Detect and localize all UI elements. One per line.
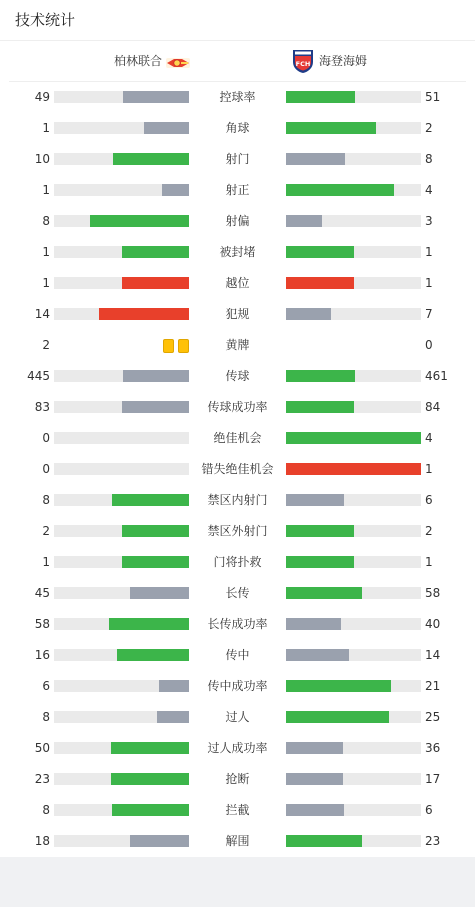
home-bar-fill xyxy=(99,308,189,320)
away-bar-fill xyxy=(286,649,349,661)
home-value: 14 xyxy=(34,307,50,321)
away-bar-fill xyxy=(286,91,355,103)
home-bar-fill xyxy=(113,153,189,165)
home-bar-fill xyxy=(109,618,189,630)
stat-row xyxy=(0,330,475,361)
away-bar-fill xyxy=(286,370,355,382)
stat-row xyxy=(0,671,475,702)
yellow-cards xyxy=(163,339,193,353)
home-bar-track xyxy=(54,153,189,165)
away-bar-fill xyxy=(286,215,322,227)
stat-row xyxy=(0,113,475,144)
stat-row xyxy=(0,392,475,423)
home-bar-fill xyxy=(112,494,189,506)
home-value: 445 xyxy=(27,369,50,383)
home-bar-track xyxy=(54,835,189,847)
away-bar-fill xyxy=(286,618,341,630)
away-bar-track xyxy=(286,618,421,630)
home-bar-fill xyxy=(159,680,189,692)
away-value: 7 xyxy=(425,307,433,321)
away-value: 58 xyxy=(425,586,441,600)
stat-label: 禁区外射门 xyxy=(207,524,268,538)
home-bar-fill xyxy=(111,742,189,754)
away-bar-track xyxy=(286,432,421,444)
stat-label: 过人成功率 xyxy=(207,741,268,755)
away-bar-track xyxy=(286,804,421,816)
page-title: 技术统计 xyxy=(15,11,76,29)
away-bar-fill xyxy=(286,804,344,816)
home-bar-track xyxy=(54,401,189,413)
home-value: 10 xyxy=(34,152,50,166)
away-bar-fill xyxy=(286,432,421,444)
away-bar-fill xyxy=(286,556,354,568)
stat-label: 犯规 xyxy=(225,307,250,321)
stat-label: 射偏 xyxy=(225,214,250,228)
stat-label: 门将扑救 xyxy=(213,555,262,569)
stat-label: 被封堵 xyxy=(219,245,256,259)
stat-row xyxy=(0,733,475,764)
away-value: 23 xyxy=(425,834,441,848)
home-bar-fill xyxy=(111,773,189,785)
away-bar-fill xyxy=(286,184,394,196)
away-bar-fill xyxy=(286,525,354,537)
away-bar-fill xyxy=(286,835,362,847)
home-bar-track xyxy=(54,246,189,258)
stat-row xyxy=(0,826,475,857)
away-bar-fill xyxy=(286,401,354,413)
stat-label: 越位 xyxy=(225,276,250,290)
away-value: 36 xyxy=(425,741,441,755)
away-bar-fill xyxy=(286,773,343,785)
away-bar-track xyxy=(286,587,421,599)
stat-label: 控球率 xyxy=(219,90,256,104)
stat-label: 传中 xyxy=(225,648,250,662)
away-bar-track xyxy=(286,680,421,692)
away-bar-track xyxy=(286,711,421,723)
home-bar-track xyxy=(54,773,189,785)
away-bar-fill xyxy=(286,308,331,320)
away-bar-track xyxy=(286,525,421,537)
home-bar-fill xyxy=(157,711,189,723)
away-bar-track xyxy=(286,277,421,289)
stat-label: 黄牌 xyxy=(225,338,250,352)
stat-row xyxy=(0,206,475,237)
away-bar-track xyxy=(286,91,421,103)
away-bar-fill xyxy=(286,711,389,723)
stat-label: 绝佳机会 xyxy=(213,431,262,445)
away-bar-track xyxy=(286,773,421,785)
home-bar-fill xyxy=(122,525,190,537)
stat-row xyxy=(0,175,475,206)
home-bar-fill xyxy=(144,122,189,134)
away-bar-track xyxy=(286,122,421,134)
away-bar-fill xyxy=(286,246,354,258)
stat-label: 拦截 xyxy=(225,803,250,817)
home-bar-track xyxy=(54,525,189,537)
home-bar-fill xyxy=(117,649,189,661)
away-value: 51 xyxy=(425,90,441,104)
home-bar-fill xyxy=(123,91,189,103)
away-bar-track xyxy=(286,463,421,475)
home-bar-track xyxy=(54,742,189,754)
stat-row xyxy=(0,237,475,268)
home-value: 45 xyxy=(34,586,50,600)
home-bar-fill xyxy=(112,804,189,816)
away-value: 4 xyxy=(425,183,433,197)
away-bar-fill xyxy=(286,122,376,134)
stat-row xyxy=(0,640,475,671)
home-bar-track xyxy=(54,649,189,661)
stat-label: 射门 xyxy=(225,152,250,166)
home-bar-fill xyxy=(122,556,190,568)
home-value: 0 xyxy=(42,431,50,445)
stat-row xyxy=(0,764,475,795)
home-bar-track xyxy=(54,370,189,382)
home-bar-track xyxy=(54,463,189,475)
stat-label: 长传成功率 xyxy=(207,617,268,631)
away-bar-track xyxy=(286,649,421,661)
home-value: 50 xyxy=(34,741,50,755)
home-bar-track xyxy=(54,91,189,103)
home-bar-fill xyxy=(122,246,190,258)
home-bar-track xyxy=(54,122,189,134)
home-value: 1 xyxy=(42,121,50,135)
away-value: 17 xyxy=(425,772,441,786)
away-team-name: 海登海姆 xyxy=(319,54,368,68)
away-bar-track xyxy=(286,184,421,196)
home-value: 18 xyxy=(34,834,50,848)
home-value: 1 xyxy=(42,245,50,259)
home-value: 16 xyxy=(34,648,50,662)
away-team-logo-icon xyxy=(292,48,314,74)
home-bar-track xyxy=(54,711,189,723)
away-bar-fill xyxy=(286,742,343,754)
home-bar-fill xyxy=(122,401,190,413)
away-value: 2 xyxy=(425,524,433,538)
home-value: 8 xyxy=(42,214,50,228)
home-bar-track xyxy=(54,308,189,320)
home-value: 1 xyxy=(42,183,50,197)
stat-row xyxy=(0,299,475,330)
away-value: 0 xyxy=(425,338,433,352)
away-bar-track xyxy=(286,835,421,847)
stat-label: 长传 xyxy=(225,586,250,600)
stat-label: 传球成功率 xyxy=(207,400,268,414)
home-value: 2 xyxy=(42,338,50,352)
away-bar-fill xyxy=(286,277,354,289)
home-bar-track xyxy=(54,277,189,289)
stat-row xyxy=(0,361,475,392)
away-bar-track xyxy=(286,215,421,227)
home-bar-fill xyxy=(130,835,189,847)
away-value: 6 xyxy=(425,803,433,817)
away-bar-track xyxy=(286,401,421,413)
stat-row xyxy=(0,516,475,547)
away-value: 8 xyxy=(425,152,433,166)
away-value: 1 xyxy=(425,276,433,290)
away-bar-track xyxy=(286,742,421,754)
away-value: 21 xyxy=(425,679,441,693)
stat-label: 过人 xyxy=(225,710,250,724)
home-value: 49 xyxy=(34,90,50,104)
home-bar-track xyxy=(54,618,189,630)
away-value: 1 xyxy=(425,462,433,476)
home-bar-track xyxy=(54,494,189,506)
yellow-card-icon xyxy=(163,339,174,353)
home-value: 6 xyxy=(42,679,50,693)
stat-label: 射正 xyxy=(225,183,250,197)
away-bar-track xyxy=(286,308,421,320)
home-value: 23 xyxy=(34,772,50,786)
stat-label: 错失绝佳机会 xyxy=(201,462,274,476)
away-value: 14 xyxy=(425,648,441,662)
stat-row xyxy=(0,423,475,454)
stat-row xyxy=(0,144,475,175)
home-value: 8 xyxy=(42,710,50,724)
home-bar-fill xyxy=(162,184,189,196)
home-value: 8 xyxy=(42,493,50,507)
away-value: 1 xyxy=(425,555,433,569)
away-value: 25 xyxy=(425,710,441,724)
yellow-card-icon xyxy=(178,339,189,353)
stat-row xyxy=(0,454,475,485)
home-value: 58 xyxy=(34,617,50,631)
home-value: 8 xyxy=(42,803,50,817)
stat-row xyxy=(0,485,475,516)
home-value: 83 xyxy=(34,400,50,414)
away-value: 461 xyxy=(425,369,448,383)
svg-text:FCH: FCH xyxy=(295,60,311,68)
stat-row xyxy=(0,795,475,826)
stat-label: 解围 xyxy=(225,834,250,848)
stat-label: 传中成功率 xyxy=(207,679,268,693)
away-bar-track xyxy=(286,153,421,165)
stat-row xyxy=(0,578,475,609)
stat-label: 抢断 xyxy=(225,772,250,786)
away-value: 1 xyxy=(425,245,433,259)
away-value: 4 xyxy=(425,431,433,445)
home-value: 2 xyxy=(42,524,50,538)
home-bar-fill xyxy=(130,587,189,599)
away-bar-track xyxy=(286,246,421,258)
home-bar-track xyxy=(54,680,189,692)
away-bar-fill xyxy=(286,153,345,165)
home-bar-track xyxy=(54,432,189,444)
home-bar-fill xyxy=(90,215,189,227)
away-bar-track xyxy=(286,370,421,382)
stat-label: 禁区内射门 xyxy=(207,493,268,507)
home-team-name: 柏林联合 xyxy=(114,54,163,68)
stat-row xyxy=(0,268,475,299)
home-value: 1 xyxy=(42,555,50,569)
stat-label: 角球 xyxy=(225,121,250,135)
stat-row xyxy=(0,702,475,733)
home-team-logo-icon xyxy=(166,54,190,66)
away-bar-fill xyxy=(286,463,421,475)
away-bar-fill xyxy=(286,680,391,692)
home-bar-track xyxy=(54,804,189,816)
team-header xyxy=(0,41,475,81)
stat-row xyxy=(0,609,475,640)
stat-row xyxy=(0,82,475,113)
stat-row xyxy=(0,547,475,578)
home-value: 1 xyxy=(42,276,50,290)
away-bar-fill xyxy=(286,494,344,506)
home-bar-track xyxy=(54,587,189,599)
home-bar-track xyxy=(54,215,189,227)
away-value: 6 xyxy=(425,493,433,507)
away-value: 2 xyxy=(425,121,433,135)
home-bar-track xyxy=(54,184,189,196)
away-value: 84 xyxy=(425,400,441,414)
away-bar-track xyxy=(286,556,421,568)
away-bar-fill xyxy=(286,587,362,599)
home-value: 0 xyxy=(42,462,50,476)
away-value: 3 xyxy=(425,214,433,228)
stat-label: 传球 xyxy=(225,369,250,383)
home-bar-track xyxy=(54,556,189,568)
away-value: 40 xyxy=(425,617,441,631)
away-bar-track xyxy=(286,494,421,506)
home-bar-fill xyxy=(122,277,190,289)
stats-list xyxy=(0,82,475,857)
home-bar-fill xyxy=(123,370,189,382)
